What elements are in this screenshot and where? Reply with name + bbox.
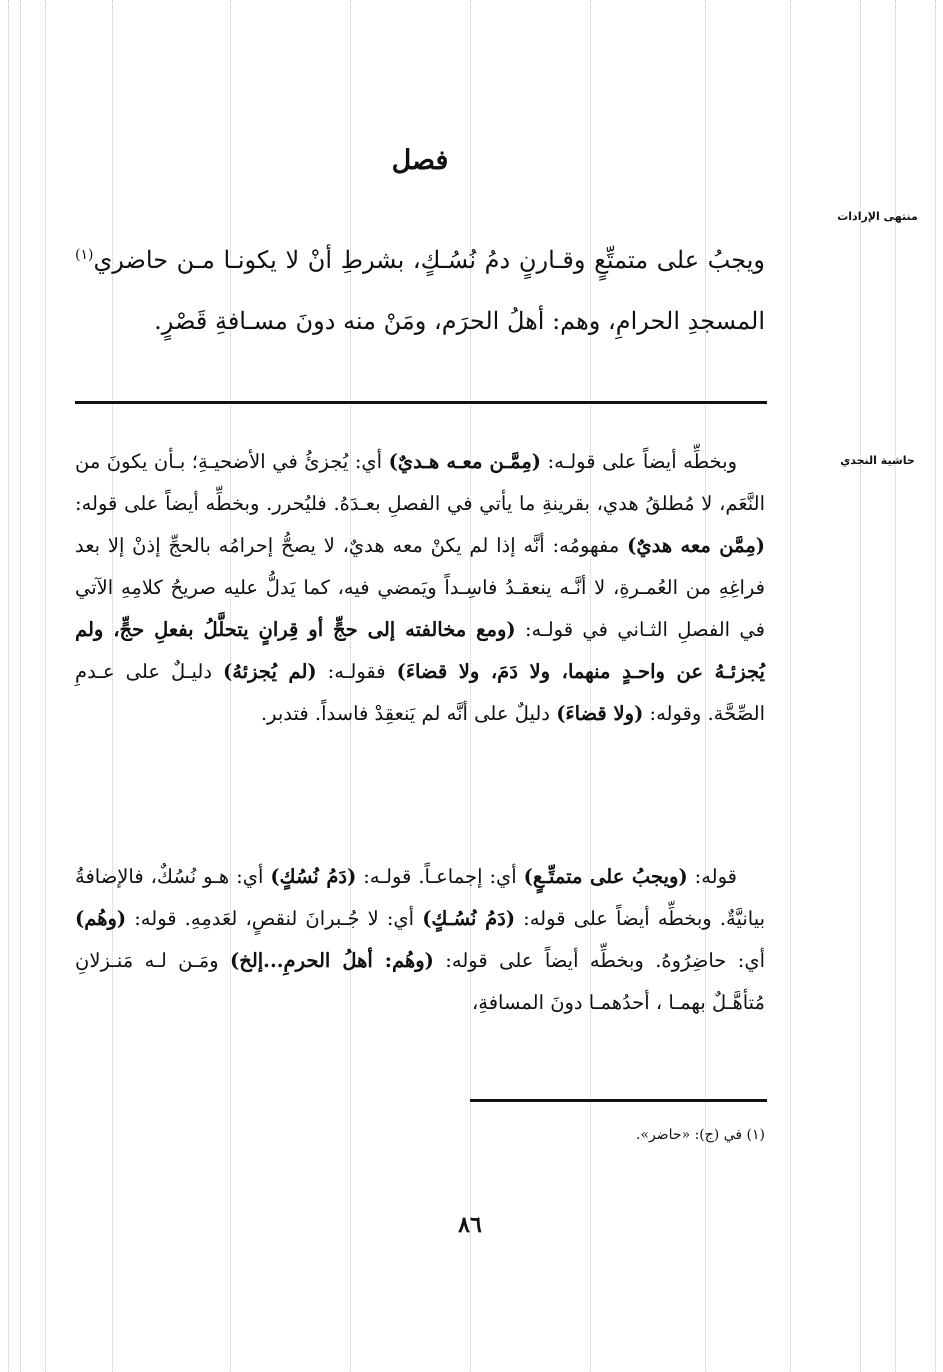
page-number: ٨٦ xyxy=(458,1212,482,1238)
quote: (وهُم) xyxy=(75,907,127,930)
quote: (وهُم: أهلُ الحرمِ...إلخ) xyxy=(230,949,434,972)
quote: (مِمَّـن معـه هـديٌ) xyxy=(388,450,541,473)
footnote-marker: (١) xyxy=(75,247,94,263)
commentary-paragraph xyxy=(75,441,765,735)
guide-line xyxy=(935,0,936,1372)
quote: (دَمُ نُسُكٍ) xyxy=(270,865,357,888)
main-text-part: ويجبُ على متمتِّعٍ وقـارنٍ دمُ نُسُـكٍ، بشرطِ أنْ لا يكونـا مـن حاضري xyxy=(93,246,765,274)
text: أي: هـو نُسُكٌ، فالإضافةُ بيانيَّةٌ. وبخطِّه أيضاً على قوله: xyxy=(75,865,766,930)
quote: (ولا قضاءَ) xyxy=(556,702,644,725)
guide-line xyxy=(790,0,791,1372)
guide-line xyxy=(8,0,9,1372)
quote: (ويجبُ على متمتِّـعٍ) xyxy=(523,865,688,888)
quote: (ومع مخالفته إلى حجٍّ أو قِرانٍ يتحلَّلُ بفعلِ حجٍّ، ولم يُجزئـهُ عن واحـدٍ منهما، ولا دَمَ، ولا قضاءَ) xyxy=(75,618,765,683)
guide-line xyxy=(20,0,21,1372)
guide-line xyxy=(895,0,896,1372)
guide-line xyxy=(860,0,861,1372)
text: دليـلٌ على عـدمِ الصِّحَّة. وقوله: xyxy=(75,660,765,725)
commentary-block-2 xyxy=(75,856,765,1024)
side-label-matn: منتهى الإرادات xyxy=(837,210,918,223)
side-label-hashiya: حاشية النجدي xyxy=(840,454,915,467)
quote: (لم يُجزئهُ) xyxy=(223,660,317,683)
footnote: (١) في (ج): «حاضر». xyxy=(636,1127,765,1143)
section-title: فصل xyxy=(391,145,449,176)
text: دليلٌ على أنَّه لم يَنعقِدْ فاسداً. فتدبر. xyxy=(260,702,557,725)
text: أي: إجماعـاً. قولـه: xyxy=(356,865,524,888)
text: قوله: xyxy=(687,865,737,888)
separator-rule xyxy=(75,401,767,404)
text: ومَـن لـه مَنـزلانِ مُتأهَّـلٌ بهمـا ، أحدُهمـا دونَ المسافةِ، xyxy=(75,949,765,1014)
quote: (مِمَّن معه هديٌ) xyxy=(627,534,765,557)
commentary-block-1 xyxy=(75,441,765,735)
text: مفهومُه: أنَّه إذا لم يكنْ معه هديٌ، لا يصحُّ إحرامُه بالحجِّ إذنْ إلا بعد فراغِهِ من العُمـرةِ، لا أنَّـه ينعقـدُ فاسِـداً ويَمضي فيه، كما يَدلُّ عليه صريحُ كلامِهِ الآتي في الفصلِ الثـاني في قولـه: xyxy=(75,534,765,641)
text: أي: يُجزئُ في الأضحيـةِ؛ بـأن يكونَ من النَّعَم، لا مُطلقُ هدي، بقرينةِ ما يأتي في الفصلِ بعـدَهُ. فليُحرر. وبخطِّه أيضاً على قوله: xyxy=(75,450,765,515)
quote: (دَمُ نُسُـكٍ) xyxy=(422,907,516,930)
footnote-rule xyxy=(470,1099,767,1102)
main-text-part: المسجدِ الحرامِ، وهم: أهلُ الحرَم، ومَنْ منه دونَ مسـافةِ قَصْرٍ. xyxy=(154,307,765,335)
text: أي: لا جُـبرانَ لنقصٍ، لعَدمِهِ. قوله: xyxy=(126,907,423,930)
text: أي: حاضِرُوهُ. وبخطِّه أيضاً على قوله: xyxy=(433,949,766,972)
text: وبخطِّه أيضاً على قولـه: xyxy=(541,450,737,473)
main-text xyxy=(75,225,765,352)
text: فقولـه: xyxy=(316,660,397,683)
commentary-paragraph xyxy=(75,856,765,1024)
guide-line xyxy=(45,0,46,1372)
